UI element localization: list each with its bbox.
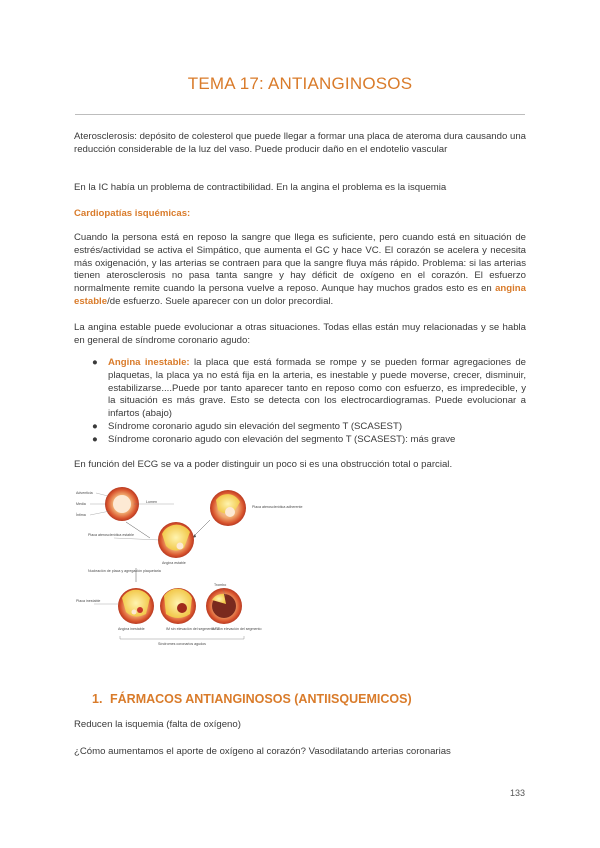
paragraph-ic: En la IC había un problema de contractibilidad. En la angina el problema es la isquemia — [74, 182, 447, 193]
bullet-highlight: Angina inestable: — [108, 357, 190, 368]
bullet-text: Síndrome coronario agudo sin elevación del segmento T (SCASEST) — [108, 420, 403, 432]
bullet-dot: ● — [92, 433, 98, 445]
label-adventicia: Adventicia — [76, 491, 93, 495]
label-intima: Íntima — [76, 513, 86, 517]
label-media: Media — [76, 502, 86, 506]
label-angina-estable: Angina estable — [162, 561, 186, 565]
stable-angina-artery — [158, 522, 194, 558]
angina-figure — [74, 486, 303, 648]
label-sindromes: Síndromes coronarios agudos — [158, 642, 206, 646]
nstemi-artery — [160, 588, 196, 624]
page-title: TEMA 17: ANTIANGINOSOS — [187, 74, 413, 93]
page-number: 133 — [510, 788, 526, 798]
paragraph-ecg: En función del ECG se va a poder distinguir un poco si es una obstrucción total o parcial. — [74, 459, 453, 470]
stemi-artery — [206, 588, 242, 624]
title-divider — [75, 114, 525, 115]
label-iam-sin: IM sin elevación del segmento ST — [166, 627, 220, 631]
paragraph-aporte: ¿Cómo aumentamos el aporte de oxígeno al corazón? Vasodilatando arterias coronarias — [74, 746, 451, 757]
section-title: FÁRMACOS ANTIANGINOSOS (ANTIISQUEMICOS) — [110, 692, 412, 706]
bullet-dot: ● — [92, 420, 98, 432]
label-lumen: Lumen — [146, 500, 157, 504]
highlight-angina-estable: angina estable — [74, 283, 526, 307]
bullet-text: la placa que está formada se rompe y se pueden formar agregaciones de plaquetas, la placa ya no está fija en la arteria, es inestable y puede moverse, crecer, disminuir, estabilizarse....Puede por tanto aparecer tanto en reposo como con esfuerzo, es impredecible, y la situación es más grave. Esto se detecta con los electrocardiogramas. Puede evolucionar a infartos (abajo) — [108, 357, 526, 420]
list-item — [92, 434, 526, 447]
paragraph-evolucion: La angina estable puede evolucionar a otras situaciones. Todas ellas están muy relacionadas y se habla en general de síndrome coronario agudo: — [74, 322, 526, 346]
list-item — [92, 421, 526, 434]
list-item — [92, 357, 526, 421]
bullet-dot: ● — [92, 357, 98, 368]
paragraph-reposo-text-a: Cuando la persona está en reposo la sangre que llega es suficiente, pero cuando está en situación de estrés/actividad se activa el Simpático, que aumenta el GC y hace VC. El corazón se acelera y necesita más oxigenación, y las arterias se contraen para que la sangre fluya más rápido. Problema: si las arterias tienen aterosclerosis no pasa tanta sangre y hay déficit de oxígeno en el corazón. El esfuerzo normalmente remite cuando la persona vuelve a reposo. Aunque hay muchos grados esto es en — [74, 232, 526, 295]
paragraph-aterosclerosis: Aterosclerosis: depósito de colesterol que puede llegar a formar una placa de ateroma dura causando una reducción considerable de la luz del vaso. Puede producir daño en el endotelio vascular — [74, 131, 526, 155]
bullet-list — [92, 357, 526, 447]
bullet-text: Síndrome coronario agudo con elevación del segmento T (SCASEST): más grave — [108, 433, 456, 445]
paragraph-reposo-text-b: /de esfuerzo. Suele aparecer con un dolor precordial. — [107, 295, 334, 307]
plaque-artery — [210, 490, 246, 526]
label-placa-estable: Placa aterosclerótica estable — [88, 533, 134, 537]
label-angina-inestable: Angina inestable — [118, 627, 145, 631]
subheading-cardiopatias: Cardiopatías isquémicas: — [74, 208, 191, 219]
label-iam-con: IM con elevación del segmento — [212, 627, 262, 631]
normal-artery — [105, 487, 139, 521]
section-number: 1. — [92, 692, 103, 706]
label-trombo: Trombo — [214, 583, 227, 587]
label-nucleacion: Nucleación de placa y agregación plaquetaria — [88, 569, 161, 573]
section-heading — [92, 692, 412, 706]
paragraph-reducen: Reducen la isquemia (falta de oxígeno) — [74, 719, 241, 730]
paragraph-reposo — [74, 232, 526, 309]
label-placa-inestable: Placa inestable — [76, 599, 101, 603]
label-placa-ateroma: Placa aterosclerótica adherente — [252, 505, 303, 509]
unstable-angina-artery — [118, 588, 154, 624]
